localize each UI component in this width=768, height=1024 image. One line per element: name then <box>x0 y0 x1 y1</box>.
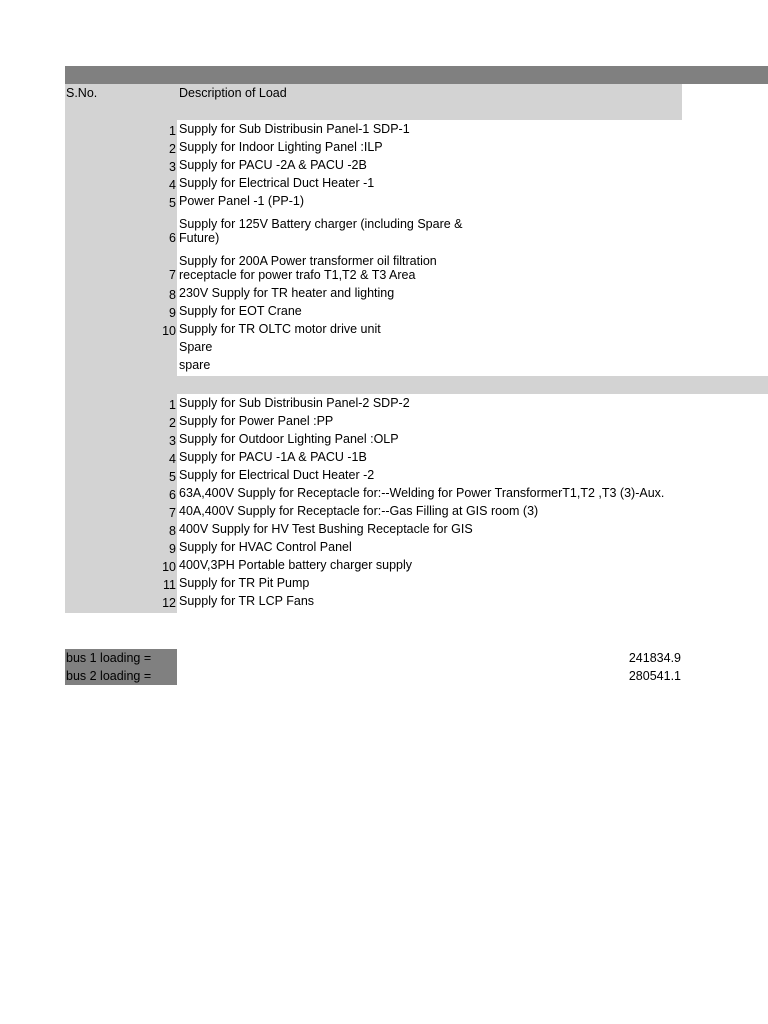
row-description: Supply for TR Pit Pump <box>179 576 310 590</box>
row-number: 9 <box>169 306 176 320</box>
row-number: 5 <box>169 196 176 210</box>
top-header-band <box>65 66 768 84</box>
row-description: Supply for 125V Battery charger (including Spare & Future) <box>179 217 463 245</box>
row-number: 2 <box>169 142 176 156</box>
table-row <box>65 174 768 192</box>
row-number: 6 <box>169 231 176 245</box>
row-number: 10 <box>162 560 176 574</box>
sno-header: S.No. <box>66 86 98 100</box>
row-description: Supply for PACU -1A & PACU -1B <box>179 450 367 464</box>
row-description: Supply for TR OLTC motor drive unit <box>179 322 381 336</box>
table-row <box>65 302 768 320</box>
table-row <box>65 556 768 574</box>
row-number: 12 <box>162 596 176 610</box>
row-description: Spare <box>179 340 213 354</box>
row-number: 5 <box>169 470 176 484</box>
row-description: 63A,400V Supply for Receptacle for:--Welding for Power TransformerT1,T2 ,T3 (3)-Aux. <box>179 486 665 500</box>
table-row <box>65 356 768 374</box>
row-number: 7 <box>169 268 176 282</box>
row-description: Supply for Power Panel :PP <box>179 414 334 428</box>
table-row <box>65 430 768 448</box>
row-description: Supply for Sub Distribusin Panel-1 SDP-1 <box>179 122 410 136</box>
table-row <box>65 210 768 247</box>
row-number: 3 <box>169 434 176 448</box>
table-row <box>65 592 768 610</box>
row-number: 3 <box>169 160 176 174</box>
row-description: 230V Supply for TR heater and lighting <box>179 286 395 300</box>
bus2-loading-label: bus 2 loading = <box>65 667 177 685</box>
row-description: Supply for TR LCP Fans <box>179 594 315 608</box>
table-row <box>65 138 768 156</box>
row-description: spare <box>179 358 211 372</box>
table-row <box>65 466 768 484</box>
row-description: Supply for EOT Crane <box>179 304 302 318</box>
table-row <box>65 520 768 538</box>
row-description: Supply for 200A Power transformer oil filtration receptacle for power trafo T1,T2 & T3 Area <box>179 254 437 282</box>
table-row <box>65 192 768 210</box>
row-description: 40A,400V Supply for Receptacle for:--Gas Filling at GIS room (3) <box>179 504 539 518</box>
row-description: Power Panel -1 (PP-1) <box>179 194 305 208</box>
row-description: Supply for Electrical Duct Heater -2 <box>179 468 375 482</box>
table-row <box>65 394 768 412</box>
bus1-loading-label: bus 1 loading = <box>65 649 177 667</box>
table-row <box>65 412 768 430</box>
row-number: 11 <box>163 578 176 592</box>
row-description: Supply for Sub Distribusin Panel-2 SDP-2 <box>179 396 410 410</box>
row-number: 7 <box>169 506 176 520</box>
row-description: 400V Supply for HV Test Bushing Receptacle for GIS <box>179 522 473 536</box>
bus1-loading-value: 241834.9 <box>628 651 681 665</box>
row-number: 4 <box>169 452 176 466</box>
bus2-loading-value: 280541.1 <box>628 669 681 683</box>
table-row <box>65 574 768 592</box>
table-row <box>65 448 768 466</box>
row-description: Supply for HVAC Control Panel <box>179 540 352 554</box>
row-number: 9 <box>169 542 176 556</box>
table-row <box>65 156 768 174</box>
table-row <box>65 502 768 520</box>
table-row <box>65 338 768 356</box>
table-row <box>65 284 768 302</box>
row-number: 10 <box>162 324 176 338</box>
column-header-band <box>65 84 682 120</box>
row-number: 8 <box>169 288 176 302</box>
row-number: 4 <box>169 178 176 192</box>
row-description: Supply for Indoor Lighting Panel :ILP <box>179 140 383 154</box>
row-description: Supply for Outdoor Lighting Panel :OLP <box>179 432 399 446</box>
row-description: Supply for PACU -2A & PACU -2B <box>179 158 367 172</box>
row-number: 2 <box>169 416 176 430</box>
table-row <box>65 320 768 338</box>
row-number: 8 <box>169 524 176 538</box>
table-row <box>65 538 768 556</box>
row-number: 6 <box>169 488 176 502</box>
table-row <box>65 247 768 284</box>
table-row <box>65 484 768 502</box>
row-number: 1 <box>169 398 176 412</box>
table-row <box>65 120 768 138</box>
row-description: 400V,3PH Portable battery charger supply <box>179 558 413 572</box>
description-header: Description of Load <box>179 86 287 100</box>
row-number: 1 <box>169 124 176 138</box>
bus-separator-band <box>177 376 768 394</box>
row-description: Supply for Electrical Duct Heater -1 <box>179 176 375 190</box>
